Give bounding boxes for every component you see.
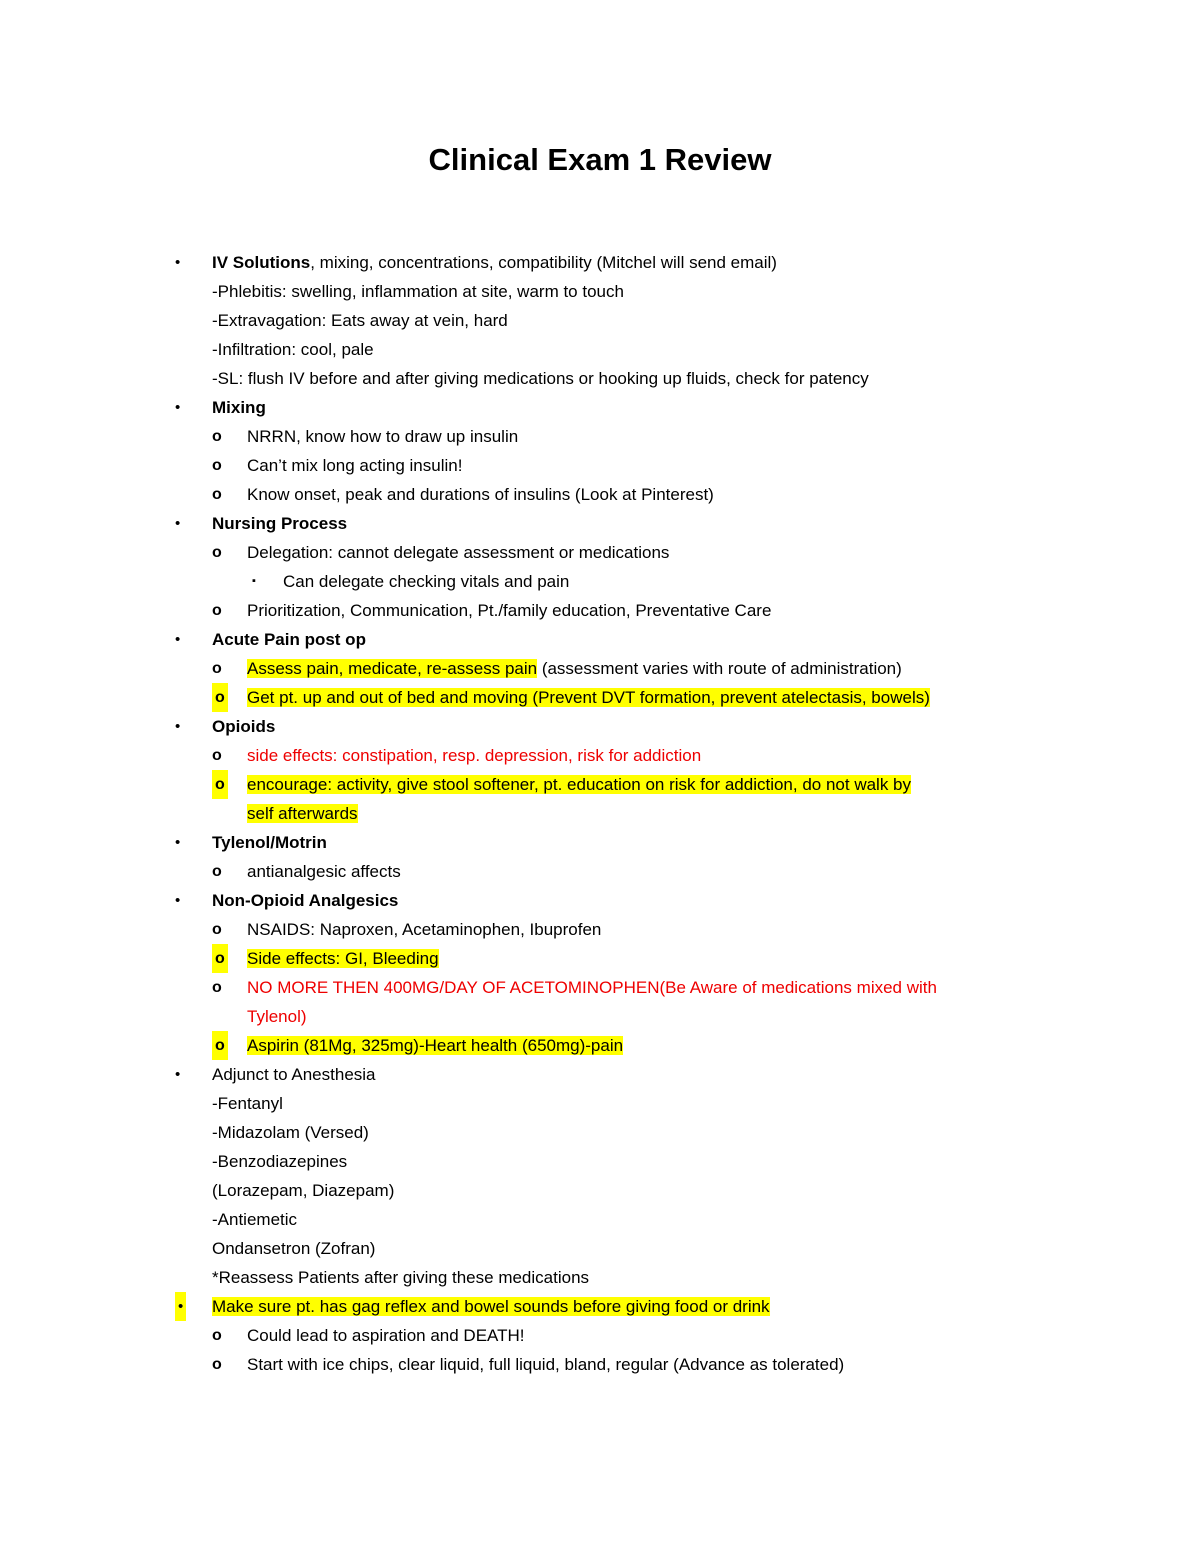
circle-marker: o — [212, 602, 222, 619]
circle-marker: o — [212, 660, 222, 677]
opioids-item — [212, 741, 1072, 770]
gag-item — [212, 1321, 1072, 1350]
adjunct-heading: Adjunct to Anesthesia — [212, 1065, 376, 1084]
acute-item — [212, 654, 1072, 683]
nursing-subitem-text: Can delegate checking vitals and pain — [283, 572, 570, 591]
nursing-process-heading: Nursing Process — [212, 514, 348, 533]
gag-reflex-heading: Make sure pt. has gag reflex and bowel sounds before giving food or drink — [212, 1297, 770, 1316]
circle-marker: o — [212, 770, 228, 799]
opioids-item — [212, 770, 1072, 799]
adjunct-line: -Midazolam (Versed) — [212, 1123, 369, 1142]
mixing-heading: Mixing — [212, 398, 266, 417]
nursing-item — [212, 538, 1072, 567]
document-body — [175, 248, 1072, 1379]
adjunct-line: -Fentanyl — [212, 1094, 283, 1113]
list-item-iv-solutions — [175, 248, 1072, 277]
adjunct-line: -Benzodiazepines — [212, 1152, 348, 1171]
opioids-side-effects: side effects: constipation, resp. depression, risk for addiction — [247, 746, 702, 765]
mixing-item — [212, 422, 1072, 451]
non-opioid-item — [212, 944, 1072, 973]
circle-marker: o — [212, 979, 222, 996]
nursing-item-text: Prioritization, Communication, Pt./family education, Preventative Care — [247, 601, 772, 620]
list-item-opioids — [175, 712, 1072, 741]
bullet-marker: • — [175, 631, 181, 648]
non-opioid-item — [212, 1031, 1072, 1060]
non-opioid-item-text: NSAIDS: Naproxen, Acetaminophen, Ibuprofen — [247, 920, 602, 939]
list-item-tylenol-motrin — [175, 828, 1072, 857]
circle-marker: o — [212, 683, 228, 712]
gag-item-text: Could lead to aspiration and DEATH! — [247, 1326, 525, 1345]
iv-solutions-text: , mixing, concentrations, compatibility (Mitchel will send email) — [310, 253, 777, 272]
circle-marker: o — [212, 1356, 222, 1373]
bullet-marker: • — [175, 834, 181, 851]
acute-item-highlight: Get pt. up and out of bed and moving (Prevent DVT formation, prevent atelectasis, bowels) — [247, 688, 930, 707]
acute-item-highlight: Assess pain, medicate, re-assess pain — [247, 659, 538, 678]
adjunct-line: -Antiemetic — [212, 1210, 298, 1229]
gag-item — [212, 1350, 1072, 1379]
nursing-item-text: Delegation: cannot delegate assessment or medications — [247, 543, 670, 562]
list-item-gag-reflex — [178, 1292, 1072, 1321]
non-opioid-item-continued — [212, 1002, 1072, 1031]
circle-marker: o — [212, 921, 222, 938]
bullet-marker: • — [175, 1292, 186, 1321]
circle-marker: o — [212, 486, 222, 503]
mixing-item — [212, 480, 1072, 509]
tylenol-heading: Tylenol/Motrin — [212, 833, 327, 852]
bullet-marker: • — [175, 718, 181, 735]
iv-solutions-heading: IV Solutions — [212, 253, 311, 272]
gag-item-text: Start with ice chips, clear liquid, full liquid, bland, regular (Advance as tolerated) — [247, 1355, 845, 1374]
acute-pain-heading: Acute Pain post op — [212, 630, 366, 649]
adjunct-line: *Reassess Patients after giving these medications — [212, 1268, 590, 1287]
square-marker: ▪ — [252, 575, 256, 587]
list-item-nursing-process — [175, 509, 1072, 538]
bullet-marker: • — [175, 515, 181, 532]
acute-item-text: (assessment varies with route of administration) — [537, 659, 902, 678]
circle-marker: o — [212, 544, 222, 561]
circle-marker: o — [212, 747, 222, 764]
mixing-item-text: NRRN, know how to draw up insulin — [247, 427, 519, 446]
acute-item — [212, 683, 1072, 712]
iv-line-infiltration: -Infiltration: cool, pale — [212, 340, 374, 359]
opioids-item-continued — [212, 799, 1072, 828]
mixing-item-text: Can’t mix long acting insulin! — [247, 456, 463, 475]
circle-marker: o — [212, 428, 222, 445]
circle-marker: o — [212, 1327, 222, 1344]
mixing-item — [212, 451, 1072, 480]
nursing-item — [212, 596, 1072, 625]
opioids-encourage-line1: encourage: activity, give stool softener, pt. education on risk for addiction, do not walk by — [247, 775, 912, 794]
adjunct-line: Ondansetron (Zofran) — [212, 1239, 376, 1258]
mixing-item-text: Know onset, peak and durations of insulins (Look at Pinterest) — [247, 485, 714, 504]
iv-line-sl: -SL: flush IV before and after giving medications or hooking up fluids, check for patency — [212, 369, 869, 388]
non-opioid-warning-line2: Tylenol) — [247, 1007, 307, 1026]
opioids-encourage-line2: self afterwards — [247, 804, 358, 823]
tylenol-item-text: antianalgesic affects — [247, 862, 401, 881]
non-opioid-warning-line1: NO MORE THEN 400MG/DAY OF ACETOMINOPHEN(Be Aware of medications mixed with — [247, 978, 937, 997]
list-item-non-opioid — [175, 886, 1072, 915]
opioids-heading: Opioids — [212, 717, 276, 736]
iv-line-phlebitis: -Phlebitis: swelling, inflammation at site, warm to touch — [212, 282, 624, 301]
non-opioid-item — [212, 973, 1072, 1002]
circle-marker: o — [212, 944, 228, 973]
list-item-acute-pain — [175, 625, 1072, 654]
circle-marker: o — [212, 863, 222, 880]
nursing-subitem — [212, 567, 1072, 596]
list-item-mixing — [175, 393, 1072, 422]
bullet-marker: • — [175, 1066, 181, 1083]
non-opioid-heading: Non-Opioid Analgesics — [212, 891, 399, 910]
non-opioid-aspirin: Aspirin (81Mg, 325mg)-Heart health (650mg)-pain — [247, 1036, 624, 1055]
circle-marker: o — [212, 1031, 228, 1060]
list-item-adjunct — [175, 1060, 1072, 1089]
adjunct-line: (Lorazepam, Diazepam) — [212, 1181, 395, 1200]
bullet-marker: • — [175, 892, 181, 909]
non-opioid-item — [212, 915, 1072, 944]
non-opioid-side-effects: Side effects: GI, Bleeding — [247, 949, 439, 968]
bullet-marker: • — [175, 399, 181, 416]
circle-marker: o — [212, 457, 222, 474]
iv-line-extravagation: -Extravagation: Eats away at vein, hard — [212, 311, 508, 330]
page-title: Clinical Exam 1 Review — [428, 142, 772, 177]
tylenol-item — [212, 857, 1072, 886]
bullet-marker: • — [175, 254, 181, 271]
